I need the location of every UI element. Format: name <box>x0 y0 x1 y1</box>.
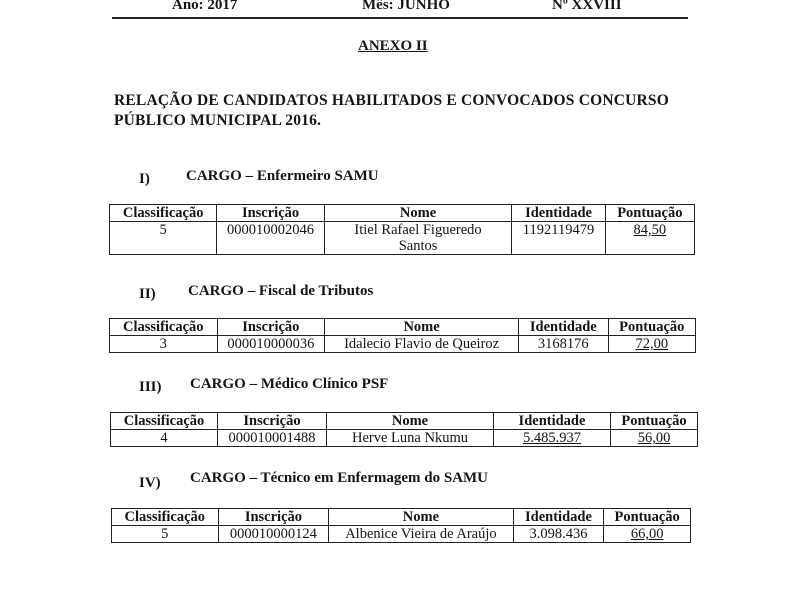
cell-nome: Herve Luna Nkumu <box>327 430 494 447</box>
cell-classificacao: 3 <box>110 336 218 353</box>
cell-identidade: 3.098.436 <box>513 526 604 543</box>
candidates-table <box>111 508 691 543</box>
cell-inscricao: 000010001488 <box>218 430 327 447</box>
document-title-line1: RELAÇÃO DE CANDIDATOS HABILITADOS E CONVOCADOS CONCURSO <box>114 92 669 109</box>
cell-inscricao: 000010000124 <box>218 526 329 543</box>
col-pontuacao: Pontuação <box>605 205 694 222</box>
col-pontuacao: Pontuação <box>604 509 691 526</box>
annex-title: ANEXO II <box>358 38 428 54</box>
table-row <box>112 526 691 543</box>
cell-pontuacao <box>611 430 698 447</box>
cell-pontuacao-value: 66,00 <box>630 526 664 542</box>
col-identidade: Identidade <box>519 319 608 336</box>
cell-identidade: 1192119479 <box>512 222 605 255</box>
section-cargo: CARGO – Enfermeiro SAMU <box>186 168 379 184</box>
col-nome: Nome <box>327 413 494 430</box>
candidates-table <box>110 412 698 447</box>
header-rule <box>112 17 688 19</box>
cell-nome-line2: Santos <box>398 238 438 254</box>
cell-pontuacao-value: 72,00 <box>635 336 669 352</box>
candidates-table <box>109 204 695 255</box>
section-numeral: III) <box>139 379 162 395</box>
section-numeral: II) <box>139 286 156 302</box>
col-identidade: Identidade <box>494 413 611 430</box>
cell-identidade-value: 5.485.937 <box>523 430 581 446</box>
col-pontuacao: Pontuação <box>608 319 695 336</box>
header-number: Nº XXVIII <box>552 0 622 13</box>
col-identidade: Identidade <box>513 509 604 526</box>
candidates-table <box>109 318 696 353</box>
cell-classificacao: 5 <box>112 526 219 543</box>
document-title-line2: PÚBLICO MUNICIPAL 2016. <box>114 112 322 129</box>
cell-pontuacao-value: 84,50 <box>633 222 667 238</box>
cell-pontuacao-value: 56,00 <box>637 430 671 446</box>
section-cargo: CARGO – Técnico em Enfermagem do SAMU <box>190 470 489 486</box>
cell-pontuacao <box>605 222 694 255</box>
cell-nome: Idalecio Flavio de Queiroz <box>325 336 519 353</box>
cell-classificacao: 5 <box>110 222 217 255</box>
col-identidade: Identidade <box>512 205 605 222</box>
cell-identidade: 3168176 <box>519 336 608 353</box>
col-classificacao: Classificação <box>110 319 218 336</box>
col-inscricao: Inscrição <box>217 319 325 336</box>
section-cargo: CARGO – Fiscal de Tributos <box>188 283 374 299</box>
section-numeral: I) <box>139 171 150 187</box>
cell-nome-line1: Itiel Rafael Figueredo <box>354 222 482 238</box>
cell-identidade <box>494 430 611 447</box>
col-classificacao: Classificação <box>111 413 218 430</box>
cell-classificacao: 4 <box>111 430 218 447</box>
table-row <box>110 222 695 255</box>
col-nome: Nome <box>324 205 512 222</box>
col-classificacao: Classificação <box>112 509 219 526</box>
col-inscricao: Inscrição <box>218 509 329 526</box>
header-month: Mês: JUNHO <box>362 0 450 13</box>
section-cargo: CARGO – Médico Clínico PSF <box>190 376 389 392</box>
col-inscricao: Inscrição <box>218 413 327 430</box>
col-nome: Nome <box>325 319 519 336</box>
col-pontuacao: Pontuação <box>611 413 698 430</box>
cell-inscricao: 000010000036 <box>217 336 325 353</box>
cell-nome: Albenice Vieira de Araújo <box>329 526 513 543</box>
section-numeral: IV) <box>139 475 161 491</box>
table-row <box>111 430 698 447</box>
col-nome: Nome <box>329 509 513 526</box>
cell-nome <box>324 222 512 255</box>
header-year: Ano: 2017 <box>172 0 238 13</box>
col-classificacao: Classificação <box>110 205 217 222</box>
col-inscricao: Inscrição <box>217 205 324 222</box>
cell-pontuacao <box>604 526 691 543</box>
table-row <box>110 336 696 353</box>
cell-pontuacao <box>608 336 695 353</box>
cell-inscricao: 000010002046 <box>217 222 324 255</box>
